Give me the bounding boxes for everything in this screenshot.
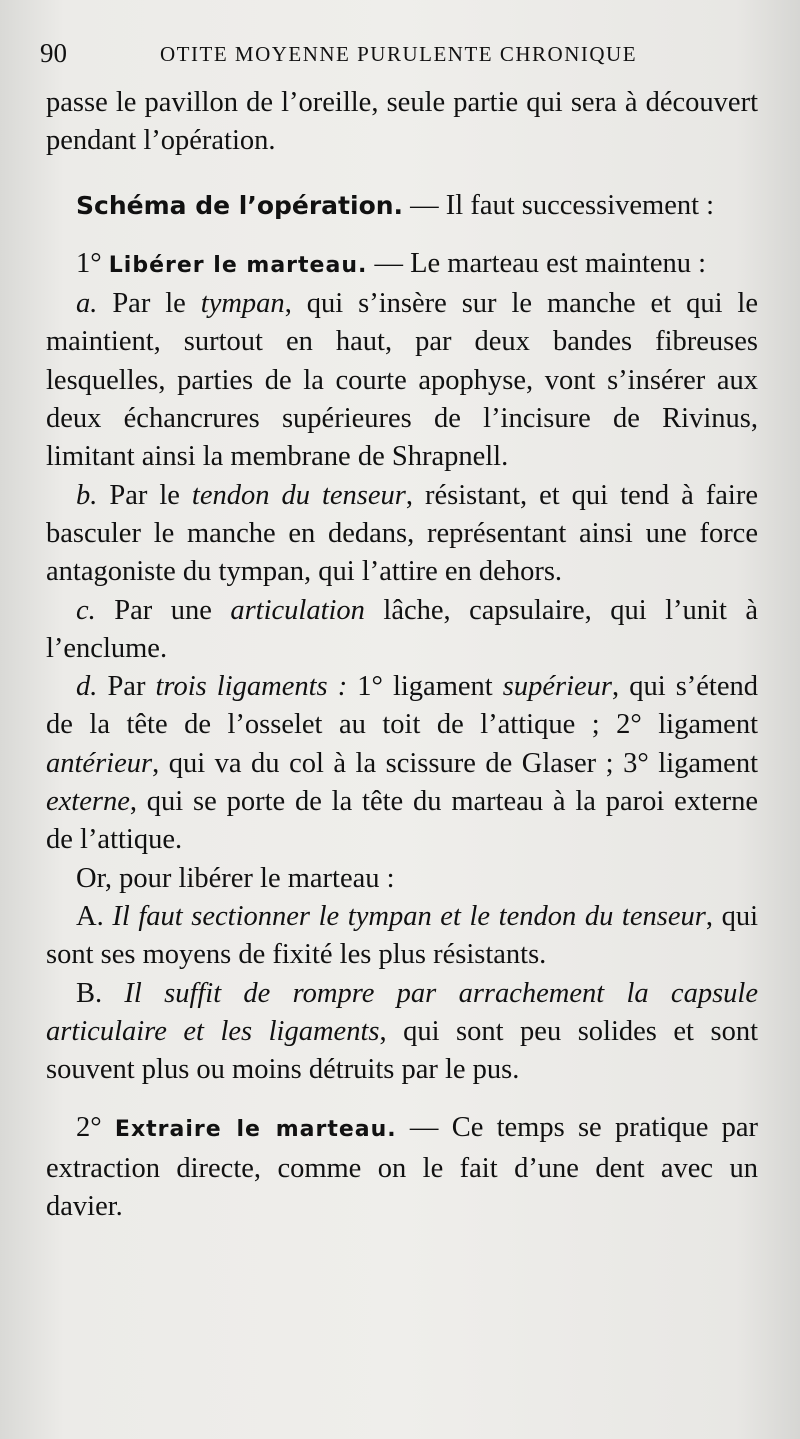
- body-text: [46, 84, 758, 1226]
- text-span: — Ce temps se pratique par extraction directe, comme on le fait d’une dent avec un davier.: [46, 1112, 758, 1223]
- italic-term: Il suffit de rompre par arrachement la capsule articulaire et les ligaments: [46, 977, 758, 1047]
- text-span: — Le marteau est maintenu :: [367, 247, 707, 279]
- text-span: , qui sont peu solides et sont souvent plus ou moins détruits par le pus.: [46, 1015, 758, 1086]
- italic-term: tympan: [200, 288, 285, 320]
- italic-term: articulation: [230, 594, 365, 626]
- item-label: a.: [76, 288, 98, 320]
- paragraph-b: [46, 477, 758, 592]
- text-span: Par le: [97, 288, 201, 320]
- section-heading: Schéma de l’opération.: [76, 190, 404, 220]
- paragraph-schema: [46, 187, 758, 225]
- page-header: [40, 38, 760, 78]
- item-label: d.: [76, 671, 98, 703]
- italic-term: supérieur: [502, 671, 613, 703]
- running-head: OTITE MOYENNE PURULENTE CHRONIQUE: [160, 42, 638, 66]
- text-span: Par une: [95, 594, 231, 626]
- item-label: B.: [76, 977, 103, 1009]
- text-span: Or, pour libérer le marteau :: [76, 862, 395, 894]
- paragraph-B: [46, 975, 758, 1090]
- paragraph-continuation: [46, 84, 758, 161]
- paragraph-c: [46, 592, 758, 669]
- paragraph-step-2: [46, 1109, 758, 1226]
- step-heading: Libérer le marteau.: [108, 252, 368, 278]
- italic-term: Il faut sectionner le tympan et le tendon du tenseur: [103, 900, 706, 932]
- text-span: , qui se porte de la tête du marteau à la paroi externe de l’attique.: [46, 786, 758, 856]
- italic-term: trois ligaments :: [155, 671, 348, 703]
- text-span: , qui sont ses moyens de fixité les plus résistants.: [46, 900, 758, 971]
- italic-term: externe: [46, 786, 130, 818]
- text-span: Par le: [97, 479, 192, 511]
- text-span: — Il faut successivement :: [403, 189, 715, 221]
- text-span: lâche, capsulaire, qui l’unit à l’enclume.: [46, 594, 758, 664]
- paragraph-d: [46, 668, 758, 859]
- step-heading: Extraire le marteau.: [114, 1117, 397, 1143]
- text-span: , qui s’étend de la tête de l’osselet au toit de l’attique ; 2° ligament: [46, 671, 758, 741]
- item-label: b.: [76, 479, 98, 511]
- italic-term: tendon du tenseur: [191, 479, 406, 511]
- paragraph-A: [46, 898, 758, 975]
- italic-term: antérieur: [46, 747, 153, 779]
- page-number: 90: [40, 38, 67, 68]
- paragraph-a: [46, 285, 758, 476]
- text-span: , résistant, et qui tend à faire basculer le manche en dedans, représentant ainsi une force antagoniste du tympan, qui l’attire en dehors.: [46, 479, 758, 588]
- item-label: A.: [76, 900, 104, 932]
- paragraph-or: [46, 860, 758, 898]
- item-label: c.: [76, 594, 96, 626]
- text-span: passe le pavillon de l’oreille, seule partie qui sera à découvert pendant l’opération.: [46, 87, 758, 157]
- step-number: 1°: [76, 247, 109, 279]
- text-span: 1° ligament: [347, 671, 503, 703]
- text-span: Par: [97, 671, 156, 703]
- text-span: , qui va du col à la scissure de Glaser ; 3° ligament: [152, 747, 758, 779]
- text-span: , qui s’insère sur le manche et qui le maintient, surtout en haut, par deux bandes fibreuses lesquelles, parties de la courte apophyse, vont s’insérer aux deux échancrures supérieures de l’incisure de Rivinus, limitant ainsi la membrane de Shrapnell.: [46, 288, 759, 473]
- paragraph-step-1: [46, 245, 758, 285]
- step-number: 2°: [76, 1112, 115, 1144]
